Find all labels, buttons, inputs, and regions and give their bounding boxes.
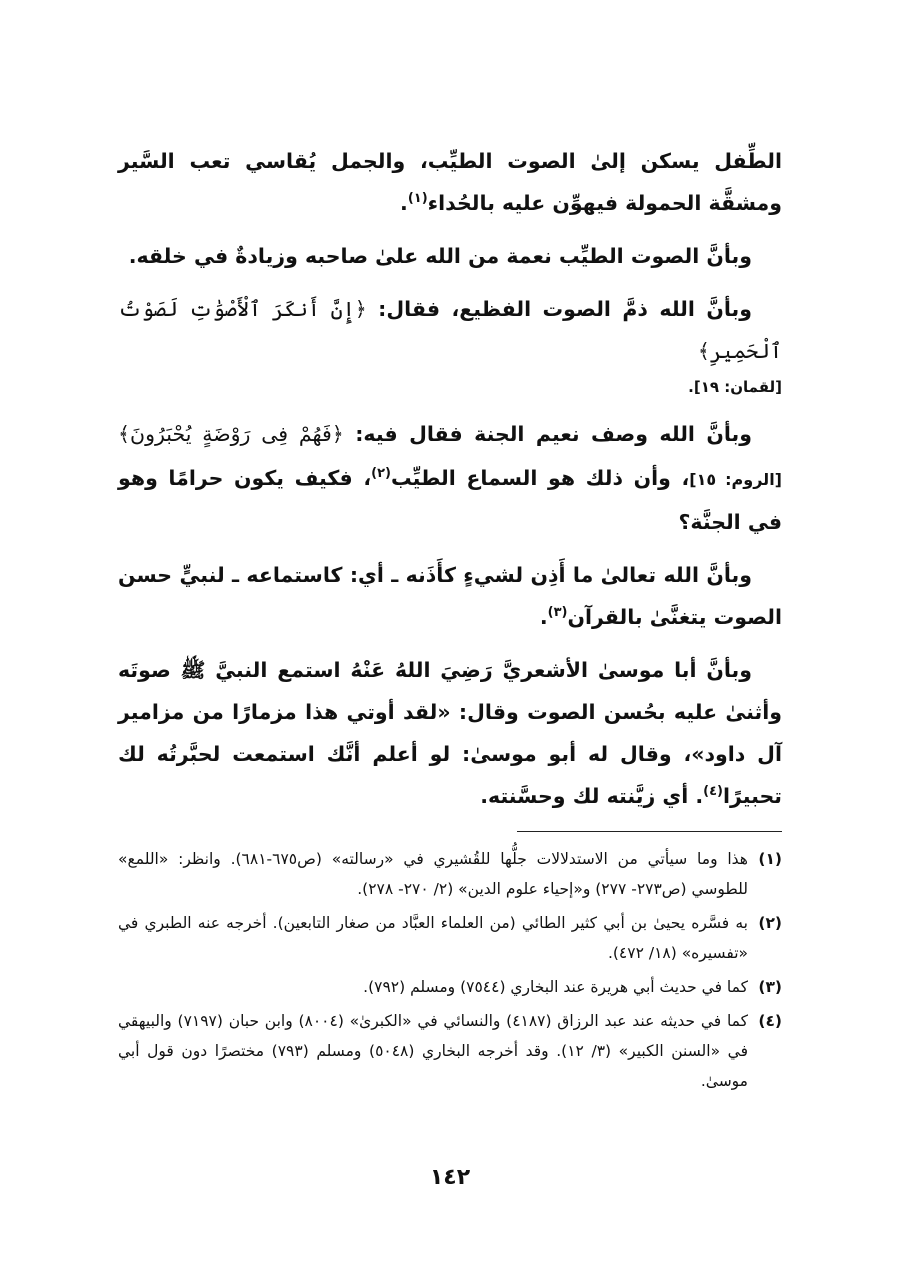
footnote-item xyxy=(118,1006,782,1096)
paragraph-4-text: وبأنَّ الله وصف نعيم الجنة فقال فيه: xyxy=(343,422,752,446)
paragraph-2 xyxy=(118,235,782,277)
page-number: ١٤٢ xyxy=(429,1165,471,1190)
paragraph-6-text: وبأنَّ أبا موسىٰ الأشعريَّ رَضِيَ اللهُ عَنْهُ استمع النبيَّ ﷺ صوتَه وأثنىٰ عليه بحُسن الصوت وقال: xyxy=(118,658,782,724)
footnotes-list xyxy=(118,844,782,1096)
footnote-number: (٤) xyxy=(758,1012,782,1030)
paragraph-4-mid: ، وأن ذلك هو السماع الطيِّب xyxy=(390,466,690,490)
footnote-ref-1[interactable]: (١) xyxy=(407,191,428,207)
footnote-item xyxy=(118,844,782,904)
paragraph-5-text: وبأنَّ الله تعالىٰ ما أَذِن لشيءٍ كأَذَنه ـ أي: كاستماعه ـ لنبيٍّ حسن الصوت يتغنَّىٰ بالقرآن xyxy=(118,563,782,629)
footnote-number: (٢) xyxy=(758,914,782,932)
quran-citation-luqman: [لقمان: ١٩]. xyxy=(688,378,782,396)
paragraph-1-text: الطِّفل يسكن إلىٰ الصوت الطيِّب، والجمل يُقاسي تعب السَّير ومشقَّة الحمولة فيهوِّن عليه بالحُداء xyxy=(118,149,782,215)
paragraph-1 xyxy=(118,140,782,224)
footnote-number: (١) xyxy=(758,850,782,868)
paragraph-2-text: وبأنَّ الصوت الطيِّب نعمة من الله علىٰ صاحبه وزيادةٌ في خلقه. xyxy=(128,244,752,268)
footnote-item xyxy=(118,972,782,1002)
paragraph-4 xyxy=(118,413,782,543)
paragraph-4-end: ، فكيف يكون حرامًا وهو في الجنَّة؟ xyxy=(118,466,782,534)
paragraph-6 xyxy=(118,649,782,817)
paragraph-3 xyxy=(118,288,782,402)
hadith-quote: «لقد أوتي هذا مزمارًا من مزامير آل داود» xyxy=(118,700,782,766)
paragraph-1-end: . xyxy=(400,191,408,215)
footnote-item xyxy=(118,908,782,968)
main-text xyxy=(118,140,782,817)
paragraph-6-end: . أي زيَّنته لك وحسَّنته. xyxy=(480,784,704,808)
footnote-text: كما في حديثه عند عبد الرزاق (٤١٨٧) والنسائي في «الكبرىٰ» (٨٠٠٤) وابن حبان (٧١٩٧) والبيهقي في «السنن الكبير» (٣/ ١٢). وقد أخرجه البخاري (٥٠٤٨) ومسلم (٧٩٣) مختصرًا دون قول أبي موسىٰ. xyxy=(118,1012,749,1090)
paragraph-5 xyxy=(118,554,782,638)
footnote-number: (٣) xyxy=(758,978,782,996)
footnote-text: به فسَّره يحيىٰ بن أبي كثير الطائي (من العلماء العبَّاد من صغار التابعين). أخرجه عنه الطبري في «تفسيره» (١٨/ ٤٧٢). xyxy=(118,914,748,962)
footnote-text: هذا وما سيأتي من الاستدلالات جلُّها للقُشيري في «رسالته» (ص٦٧٥-٦٨١). وانظر: «اللمع» للطوسي (ص٢٧٣- ٢٧٧) و«إحياء علوم الدين» (٢/ ٢٧٠- ٢٧٨). xyxy=(118,850,748,898)
footnote-ref-3[interactable]: (٣) xyxy=(547,605,568,621)
quran-citation-rum: [الروم: ١٥] xyxy=(689,470,782,489)
footnote-ref-2[interactable]: (٢) xyxy=(371,466,391,482)
footnote-ref-4[interactable]: (٤) xyxy=(703,784,723,800)
footnote-text: كما في حديث أبي هريرة عند البخاري (٧٥٤٤) ومسلم (٧٩٢). xyxy=(363,978,748,996)
paragraph-5-end: . xyxy=(539,605,548,629)
footnote-divider xyxy=(517,831,782,832)
paragraph-6-mid: ، وقال له أبو موسىٰ: لو أعلم أنَّك استمعت لحبَّرتُه لك تحبيرًا xyxy=(118,742,782,808)
quran-verse-rum: ﴿فَهُمْ فِى رَوْضَةٍ يُحْبَرُونَ﴾ xyxy=(118,422,344,446)
quran-verse-luqman: ﴿إِنَّ أَنكَرَ ٱلْأَصْوَٰتِ لَصَوْتُ ٱلْحَمِيرِ﴾ xyxy=(118,297,782,363)
paragraph-3-text: وبأنَّ الله ذمَّ الصوت الفظيع، فقال: xyxy=(366,297,752,321)
page-body xyxy=(118,140,782,1100)
